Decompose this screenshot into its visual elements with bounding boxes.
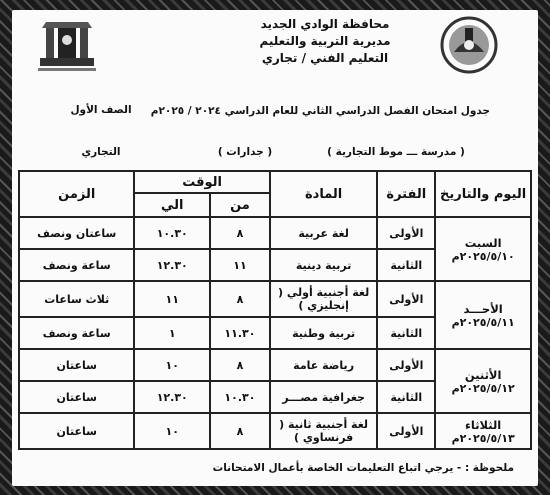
from-cell: ١٠.٣٠ [210,381,270,413]
governorate-name: محافظة الوادي الجديد [260,17,390,31]
day-name: الأثنين [464,367,502,382]
from-cell: ١١.٣٠ [210,317,270,349]
table-row [19,413,531,449]
duration-cell: ثلاث ساعات [19,281,134,317]
header-period: الفترة [377,171,435,217]
subject-cell: تربية وطنية [270,317,378,349]
header-from: من [210,193,270,217]
directorate-header [250,16,400,67]
table-row [19,281,531,317]
day-cell [435,349,531,413]
day-cell [435,413,531,449]
ministry-logo-icon [434,14,504,76]
to-cell: ١٠ [134,413,210,449]
header-to: الي [134,193,210,217]
to-cell: ١٠ [134,349,210,381]
table-row [19,217,531,249]
to-cell: ١١ [134,281,210,317]
period-cell: الأولى [377,413,435,449]
day-cell [435,217,531,281]
subject-cell: لغة أجنبية أولي ( إنجليزي ) [270,281,378,317]
duration-cell: ساعة ونصف [19,249,134,281]
from-cell: ٨ [210,281,270,317]
section-label: ( جدارات ) [217,146,273,158]
subject-cell: رياضة عامة [270,349,378,381]
duration-cell: ساعتان ونصف [19,217,134,249]
period-cell: الثانية [377,249,435,281]
day-date: ٢٠٢٥/٥/١٠م [451,249,515,263]
table-header-row [19,171,531,193]
day-date: ٢٠٢٥/٥/١٢م [451,381,515,395]
day-name: السبت [464,235,502,250]
subject-cell: جغرافية مصـــر [270,381,378,413]
period-cell: الأولى [377,281,435,317]
day-date: ٢٠٢٥/٥/١١م [451,315,515,329]
grade-label: الصف الأول [70,104,132,116]
table-row [19,349,531,381]
exam-schedule-table [18,170,532,450]
header-duration: الزمن [19,171,134,217]
day-name: الثلاثاء [465,417,502,432]
duration-cell: ساعتان [19,349,134,381]
header-time: الوقت [134,171,269,193]
from-cell: ٨ [210,413,270,449]
branch-label: التجاري [81,146,121,158]
to-cell: ١٠.٣٠ [134,217,210,249]
to-cell: ١٢.٣٠ [134,249,210,281]
duration-cell: ساعتان [19,413,134,449]
day-date: ٢٠٢٥/٥/١٣م [451,431,515,445]
from-cell: ١١ [210,249,270,281]
education-sector: التعليم الفني / تجاري [261,51,389,65]
period-cell: الأولى [377,349,435,381]
day-cell [435,281,531,349]
period-cell: الثانية [377,317,435,349]
header-day-date: اليوم والتاريخ [435,171,531,217]
to-cell: ١ [134,317,210,349]
school-name: ( مدرسة ـــ موط التجارية ) [327,146,465,158]
governorate-logo-icon [32,14,102,76]
schedule-title: جدول امتحان الفصل الدراسي الثاني للعام الدراسي ٢٠٢٤ / ٢٠٢٥م [150,105,490,117]
footer-note: ملحوظة : - يرجي اتباع التعليمات الخاصة بأعمال الامتحانات [212,462,514,474]
from-cell: ٨ [210,349,270,381]
header-subject: المادة [270,171,378,217]
from-cell: ٨ [210,217,270,249]
duration-cell: ساعة ونصف [19,317,134,349]
duration-cell: ساعتان [19,381,134,413]
to-cell: ١٢.٣٠ [134,381,210,413]
subject-cell: لغة عربية [270,217,378,249]
directorate-name: مديرية التربية والتعليم [259,34,391,48]
period-cell: الثانية [377,381,435,413]
day-name: الأحـــد [463,301,503,316]
subject-cell: لغة أجنبية ثانية ( فرنساوي ) [270,413,378,449]
period-cell: الأولى [377,217,435,249]
subject-cell: تربية دينية [270,249,378,281]
